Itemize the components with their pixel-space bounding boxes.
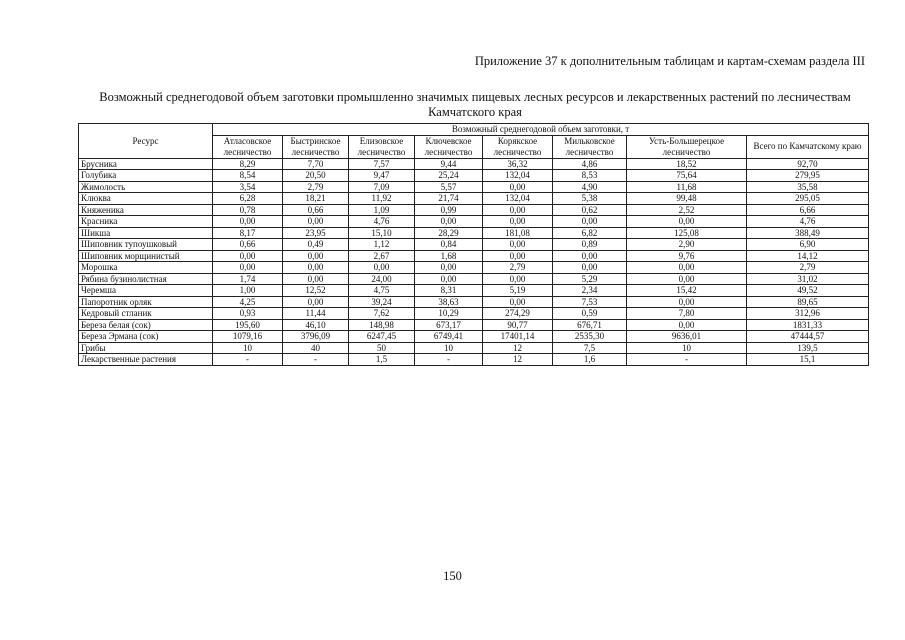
volume-value-cell: 0,00 — [553, 262, 627, 274]
volume-value-cell: 388,49 — [747, 227, 869, 239]
volume-value-cell: 279,95 — [747, 170, 869, 182]
volume-value-cell: 7,09 — [349, 181, 415, 193]
column-header-district: Корякское лесничество — [483, 135, 553, 158]
volume-value-cell: 1,74 — [213, 273, 283, 285]
volume-value-cell: 24,00 — [349, 273, 415, 285]
table-row — [79, 227, 869, 239]
volume-value-cell: 11,92 — [349, 193, 415, 205]
volume-value-cell: 1,09 — [349, 204, 415, 216]
volume-value-cell: 5,38 — [553, 193, 627, 205]
volume-value-cell: 6749,41 — [415, 331, 483, 343]
volume-value-cell: 4,25 — [213, 296, 283, 308]
volume-value-cell: 9,44 — [415, 158, 483, 170]
volume-value-cell: 0,00 — [213, 250, 283, 262]
volume-value-cell: 12 — [483, 342, 553, 354]
volume-value-cell: 0,00 — [483, 250, 553, 262]
volume-value-cell: 0,89 — [553, 239, 627, 251]
volume-value-cell: 31,02 — [747, 273, 869, 285]
volume-value-cell: 0,00 — [483, 181, 553, 193]
resource-name-cell: Жимолость — [79, 181, 213, 193]
volume-value-cell: 7,80 — [627, 308, 747, 320]
volume-value-cell: 0,00 — [483, 273, 553, 285]
resource-name-cell: Голубика — [79, 170, 213, 182]
column-header-district: Быстринское лесничество — [283, 135, 349, 158]
volume-value-cell: 0,00 — [553, 250, 627, 262]
volume-value-cell: 6,66 — [747, 204, 869, 216]
table-row — [79, 354, 869, 366]
volume-value-cell: 0,00 — [349, 262, 415, 274]
table-row — [79, 250, 869, 262]
volume-value-cell: 7,70 — [283, 158, 349, 170]
volume-value-cell: 181,08 — [483, 227, 553, 239]
volume-value-cell: 1,6 — [553, 354, 627, 366]
volume-value-cell: 47444,57 — [747, 331, 869, 343]
volume-value-cell: 2,79 — [483, 262, 553, 274]
volume-value-cell: 0,49 — [283, 239, 349, 251]
title-line-2: Камчатского края — [428, 105, 522, 119]
table-row — [79, 319, 869, 331]
volume-value-cell: 148,98 — [349, 319, 415, 331]
volume-value-cell: 6247,45 — [349, 331, 415, 343]
volume-value-cell: 7,53 — [553, 296, 627, 308]
volume-value-cell: 2,52 — [627, 204, 747, 216]
volume-value-cell: 9636,01 — [627, 331, 747, 343]
table-header-row-1 — [79, 124, 869, 136]
volume-value-cell: 0,00 — [483, 204, 553, 216]
volume-value-cell: 1,68 — [415, 250, 483, 262]
volume-value-cell: 295,05 — [747, 193, 869, 205]
volume-value-cell: 4,86 — [553, 158, 627, 170]
volume-value-cell: 15,10 — [349, 227, 415, 239]
volume-value-cell: 89,65 — [747, 296, 869, 308]
volume-value-cell: 90,77 — [483, 319, 553, 331]
volume-value-cell: 7,57 — [349, 158, 415, 170]
volume-value-cell: 0,00 — [415, 273, 483, 285]
volume-value-cell: 0,62 — [553, 204, 627, 216]
volume-value-cell: 7,5 — [553, 342, 627, 354]
volume-value-cell: 4,90 — [553, 181, 627, 193]
table-row — [79, 193, 869, 205]
volume-value-cell: 18,21 — [283, 193, 349, 205]
volume-value-cell: 0,66 — [283, 204, 349, 216]
resource-name-cell: Береза белая (сок) — [79, 319, 213, 331]
volume-value-cell: 46,10 — [283, 319, 349, 331]
volume-value-cell: 3796,09 — [283, 331, 349, 343]
volume-value-cell: 0,00 — [283, 216, 349, 228]
volume-value-cell: 38,63 — [415, 296, 483, 308]
volume-value-cell: 6,82 — [553, 227, 627, 239]
volume-value-cell: 132,04 — [483, 170, 553, 182]
volume-value-cell: 1,12 — [349, 239, 415, 251]
volume-value-cell: 4,75 — [349, 285, 415, 297]
volume-value-cell: 0,00 — [283, 296, 349, 308]
volume-value-cell: 8,29 — [213, 158, 283, 170]
volume-value-cell: 0,00 — [213, 262, 283, 274]
volume-value-cell: 0,00 — [553, 216, 627, 228]
volume-value-cell: - — [213, 354, 283, 366]
table-row — [79, 308, 869, 320]
volume-value-cell: 0,00 — [627, 296, 747, 308]
volume-value-cell: 8,17 — [213, 227, 283, 239]
resource-name-cell: Черемша — [79, 285, 213, 297]
volume-value-cell: 673,17 — [415, 319, 483, 331]
table-row — [79, 273, 869, 285]
volume-value-cell: 7,62 — [349, 308, 415, 320]
volume-value-cell: 10 — [415, 342, 483, 354]
volume-value-cell: 4,76 — [349, 216, 415, 228]
resource-name-cell: Береза Эрмана (сок) — [79, 331, 213, 343]
volume-value-cell: - — [627, 354, 747, 366]
volume-value-cell: - — [283, 354, 349, 366]
resource-name-cell: Лекарственные растения — [79, 354, 213, 366]
volume-value-cell: 0,00 — [213, 216, 283, 228]
volume-value-cell: 75,64 — [627, 170, 747, 182]
volume-value-cell: 0,00 — [627, 273, 747, 285]
volume-value-cell: 28,29 — [415, 227, 483, 239]
volume-value-cell: 0,00 — [483, 296, 553, 308]
table-row — [79, 158, 869, 170]
volume-value-cell: 10 — [213, 342, 283, 354]
resource-name-cell: Шиповник морщинистый — [79, 250, 213, 262]
volume-value-cell: 8,31 — [415, 285, 483, 297]
volume-value-cell: 1,00 — [213, 285, 283, 297]
volume-value-cell: 4,76 — [747, 216, 869, 228]
volume-value-cell: 0,78 — [213, 204, 283, 216]
volume-value-cell: 9,76 — [627, 250, 747, 262]
harvest-table-container — [78, 123, 868, 366]
table-body — [79, 158, 869, 365]
table-row — [79, 204, 869, 216]
volume-value-cell: 195,60 — [213, 319, 283, 331]
table-row — [79, 285, 869, 297]
volume-value-cell: 3,54 — [213, 181, 283, 193]
volume-value-cell: 1,5 — [349, 354, 415, 366]
volume-value-cell: 5,57 — [415, 181, 483, 193]
column-header-district: Мильковское лесничество — [553, 135, 627, 158]
resource-name-cell: Грибы — [79, 342, 213, 354]
page-number: 150 — [443, 569, 462, 583]
volume-value-cell: 2,79 — [283, 181, 349, 193]
table-row — [79, 342, 869, 354]
volume-value-cell: 9,47 — [349, 170, 415, 182]
resource-name-cell: Шикша — [79, 227, 213, 239]
volume-value-cell: 35,58 — [747, 181, 869, 193]
volume-value-cell: 0,99 — [415, 204, 483, 216]
volume-value-cell: 125,08 — [627, 227, 747, 239]
volume-value-cell: 11,44 — [283, 308, 349, 320]
volume-value-cell: 15,42 — [627, 285, 747, 297]
volume-value-cell: 6,90 — [747, 239, 869, 251]
volume-value-cell: 14,12 — [747, 250, 869, 262]
volume-value-cell: 0,93 — [213, 308, 283, 320]
volume-value-cell: 0,00 — [283, 262, 349, 274]
volume-value-cell: 0,00 — [627, 262, 747, 274]
volume-value-cell: 312,96 — [747, 308, 869, 320]
table-row — [79, 262, 869, 274]
column-header-district: Елизовское лесничество — [349, 135, 415, 158]
resource-name-cell: Рябина бузинолистная — [79, 273, 213, 285]
volume-value-cell: 50 — [349, 342, 415, 354]
volume-value-cell: 132,04 — [483, 193, 553, 205]
volume-value-cell: 10 — [627, 342, 747, 354]
table-row — [79, 181, 869, 193]
volume-value-cell: 0,00 — [415, 262, 483, 274]
resource-name-cell: Папоротник орляк — [79, 296, 213, 308]
document-title — [60, 90, 890, 120]
volume-value-cell: 2,90 — [627, 239, 747, 251]
appendix-caption: Приложение 37 к дополнительным таблицам и картам-схемам раздела III — [474, 54, 865, 68]
resource-name-cell: Шиповник тупоушковый — [79, 239, 213, 251]
volume-value-cell: 17401,14 — [483, 331, 553, 343]
column-header-district: Ключевское лесничество — [415, 135, 483, 158]
column-header-district: Всего по Камчатскому краю — [747, 135, 869, 158]
volume-value-cell: 0,00 — [283, 250, 349, 262]
resource-name-cell: Брусника — [79, 158, 213, 170]
volume-value-cell: 36,32 — [483, 158, 553, 170]
resource-name-cell: Княженика — [79, 204, 213, 216]
harvest-volume-table — [78, 123, 869, 366]
volume-value-cell: 0,00 — [483, 239, 553, 251]
table-row — [79, 170, 869, 182]
volume-value-cell: 12,52 — [283, 285, 349, 297]
volume-value-cell: 21,74 — [415, 193, 483, 205]
volume-value-cell: 2535,30 — [553, 331, 627, 343]
volume-value-cell: 8,54 — [213, 170, 283, 182]
volume-value-cell: 92,70 — [747, 158, 869, 170]
column-header-district: Атласовское лесничество — [213, 135, 283, 158]
volume-value-cell: 39,24 — [349, 296, 415, 308]
volume-value-cell: 1831,33 — [747, 319, 869, 331]
volume-value-cell: 10,29 — [415, 308, 483, 320]
resource-name-cell: Морошка — [79, 262, 213, 274]
volume-value-cell: 1079,16 — [213, 331, 283, 343]
volume-value-cell: 2,79 — [747, 262, 869, 274]
volume-value-cell: 11,68 — [627, 181, 747, 193]
volume-value-cell: 0,00 — [627, 319, 747, 331]
volume-value-cell: 20,50 — [283, 170, 349, 182]
volume-value-cell: 49,52 — [747, 285, 869, 297]
resource-name-cell: Кедровый стланик — [79, 308, 213, 320]
volume-value-cell: 139,5 — [747, 342, 869, 354]
volume-value-cell: 99,48 — [627, 193, 747, 205]
column-header-district: Усть-Большерецкое лесничество — [627, 135, 747, 158]
volume-value-cell: 15,1 — [747, 354, 869, 366]
resource-name-cell: Красника — [79, 216, 213, 228]
volume-value-cell: 0,00 — [483, 216, 553, 228]
volume-value-cell: 18,52 — [627, 158, 747, 170]
volume-value-cell: 0,00 — [415, 216, 483, 228]
volume-value-cell: 0,00 — [283, 273, 349, 285]
volume-value-cell: 0,84 — [415, 239, 483, 251]
resource-column-header: Ресурс — [79, 124, 213, 159]
volume-value-cell: 23,95 — [283, 227, 349, 239]
volume-value-cell: 40 — [283, 342, 349, 354]
resource-name-cell: Клюква — [79, 193, 213, 205]
volume-value-cell: 0,59 — [553, 308, 627, 320]
title-line-1: Возможный среднегодовой объем заготовки промышленно значимых пищевых лесных ресурсов и лекарственных растений по лесничествам — [99, 90, 851, 104]
volume-value-cell: - — [415, 354, 483, 366]
volume-value-cell: 6,28 — [213, 193, 283, 205]
volume-value-cell: 12 — [483, 354, 553, 366]
table-row — [79, 239, 869, 251]
volume-value-cell: 676,71 — [553, 319, 627, 331]
table-row — [79, 296, 869, 308]
volume-value-cell: 0,00 — [627, 216, 747, 228]
volume-value-cell: 5,19 — [483, 285, 553, 297]
volume-value-cell: 5,29 — [553, 273, 627, 285]
table-row — [79, 216, 869, 228]
volume-group-header: Возможный среднегодовой объем заготовки, т — [213, 124, 869, 136]
volume-value-cell: 8,53 — [553, 170, 627, 182]
volume-value-cell: 2,67 — [349, 250, 415, 262]
volume-value-cell: 2,34 — [553, 285, 627, 297]
volume-value-cell: 0,66 — [213, 239, 283, 251]
volume-value-cell: 274,29 — [483, 308, 553, 320]
table-row — [79, 331, 869, 343]
volume-value-cell: 25,24 — [415, 170, 483, 182]
